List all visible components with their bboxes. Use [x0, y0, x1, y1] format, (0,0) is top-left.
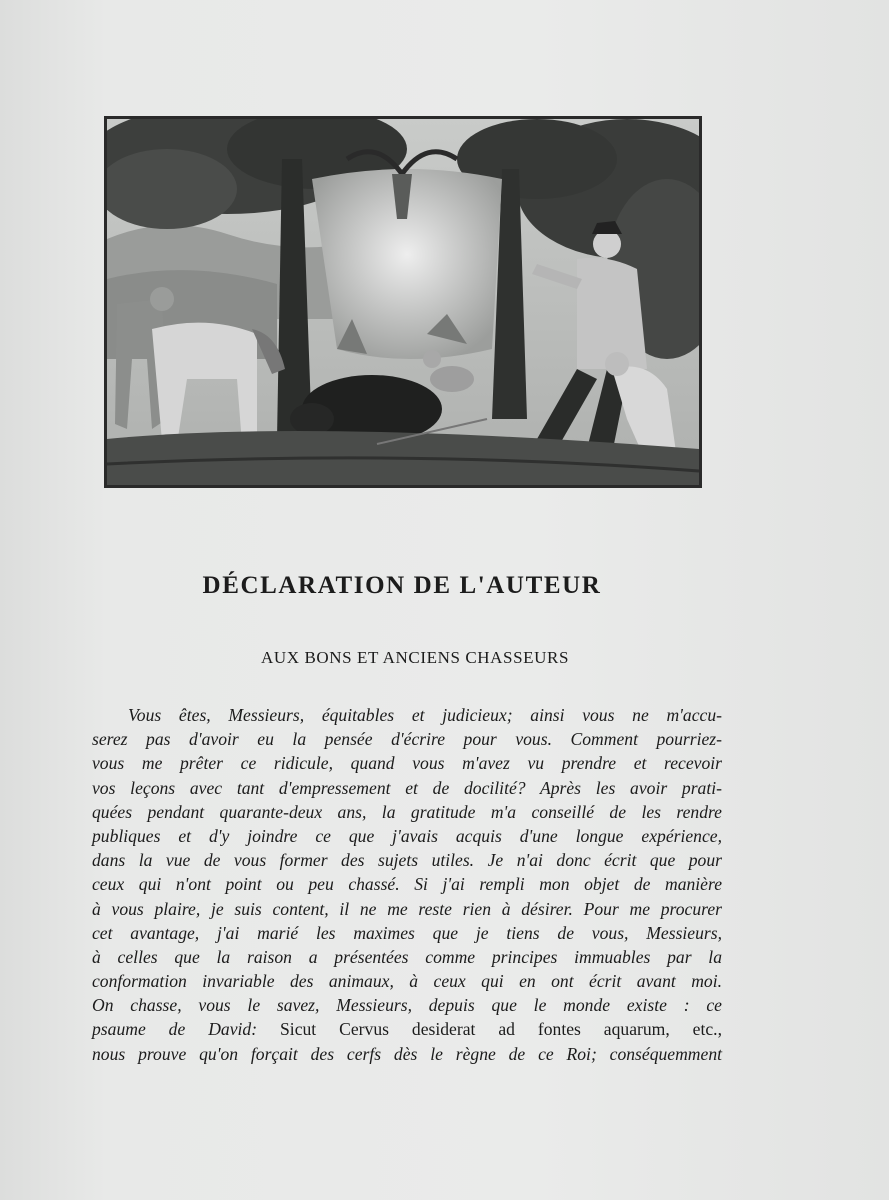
- text-line-prefix: psaume de David:: [92, 1019, 281, 1040]
- text-line: à celles que la raison a présentées comme principes immuables par la: [92, 946, 722, 967]
- text-line: serez pas d'avoir eu la pensée d'écrire pour vous. Comment pourriez-: [92, 729, 722, 750]
- text-line: vous me prêter ce ridicule, quand vous m'avez vu prendre et recevoir: [92, 753, 722, 774]
- engraving-illustration: [107, 119, 699, 485]
- text-line-mixed: [92, 1017, 722, 1041]
- text-line: On chasse, vous le savez, Messieurs, depuis que le monde existe : ce: [92, 995, 722, 1016]
- text-line: conformation invariable des animaux, à ceux qui en ont écrit avant moi.: [92, 971, 722, 992]
- text-line: ceux qui n'ont point ou peu chassé. Si j'ai rempli mon objet de manière: [92, 874, 722, 895]
- text-line: à vous plaire, je suis content, il ne me reste rien à désirer. Pour me procurer: [92, 898, 722, 919]
- text-line: Vous êtes, Messieurs, équitables et judicieux; ainsi vous ne m'accu-: [128, 705, 722, 725]
- page-title: DÉCLARATION DE L'AUTEUR: [202, 572, 602, 599]
- text-line: nous prouve qu'on forçait des cerfs dès le règne de ce Roi; conséquemment: [92, 1043, 722, 1064]
- latin-quote: Sicut Cervus desiderat ad fontes aquarum, etc.,: [280, 1019, 722, 1040]
- text-line: vos leçons avec tant d'empressement et de docilité? Après les avoir prati-: [92, 777, 722, 798]
- text-line: quées pendant quarante-deux ans, la gratitude m'a conseillé de les rendre: [92, 801, 722, 822]
- hunting-engraving: [104, 116, 702, 488]
- body-paragraph: [92, 703, 722, 1066]
- text-line: cet avantage, j'ai marié les maximes que je tiens de vous, Messieurs,: [92, 922, 722, 943]
- text-line: publiques et d'y joindre ce que j'avais acquis d'une longue expérience,: [92, 825, 722, 846]
- page-subtitle: AUX BONS ET ANCIENS CHASSEURS: [260, 648, 570, 667]
- text-line: dans la vue de vous former des sujets utiles. Je n'ai donc écrit que pour: [92, 850, 722, 871]
